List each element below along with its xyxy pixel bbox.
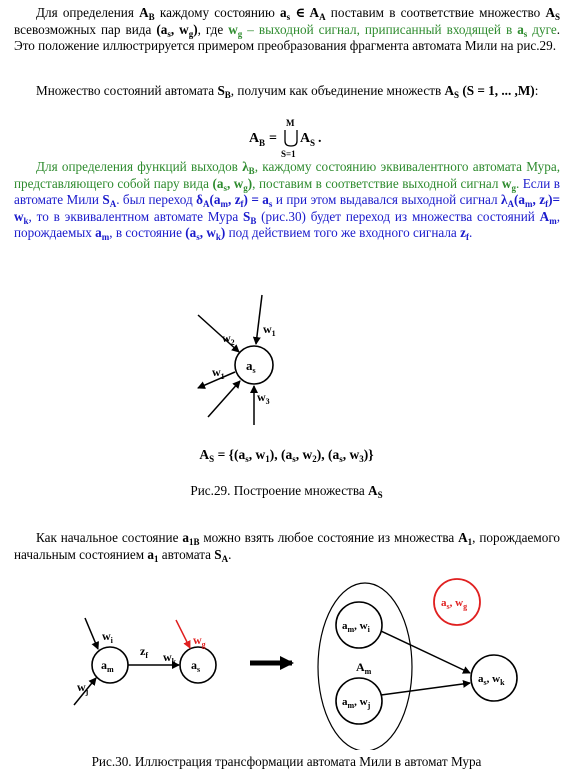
fig29-node-label: $a_s$: [246, 358, 256, 375]
formula-lhs: A: [249, 131, 260, 146]
svg-text:A: A: [300, 131, 311, 146]
paragraph-2: Множество состояний автомата $S_B$, получим как объединение множеств $A_S$ (S = 1, ... ,M):: [36, 83, 539, 100]
svg-text:am, wi: $a_m$, $w_i$: [342, 620, 370, 634]
formula-lower: S=1: [281, 149, 296, 159]
svg-text:.: .: [318, 131, 322, 146]
svg-text:as, wk: $a_s$, $w_k$: [478, 673, 505, 687]
paragraph-4: Как начальное состояние $a_{1B}$ можно взять любое состояние из множества $A_1$, порождаемого начальным состоянием $a_1$ автомата $S_A$.: [14, 530, 560, 564]
svg-text:=: =: [269, 131, 277, 146]
fig30-label-wi: $w_i$: [102, 629, 113, 645]
fig30-arc-wi: [85, 618, 98, 649]
fig30-label-zf: $z_f$: [140, 644, 148, 660]
fig30-diagram: [0, 575, 573, 750]
fig30-arc-top-to-target: [381, 631, 470, 673]
paragraph-3: Для определения функций выходов $\lambda_B$, каждому состоянию эквивалентного автомата Мура, представляющего собой пару вида ($a_s$, $w_g$), поставим в соответствие выходной сигнал $w_g$. Если в автомате Мили $S_A$. был переход $\delta_A(a_m$, $z_f) = a_s$ и при этом выдавался выходной сигнал $\lambda_A(a_m$, $z_f)= w_k$, то в эквивалентном автомате Мура $S_B$ (рис.30) будет переход из множества состояний $A_m$, порождаемых $a_m$, в состояние ($a_s$, $w_k$) под действием того же входного сигнала $z_f$.: [14, 159, 561, 243]
fig30-label-wj: $w_j$: [77, 680, 89, 696]
svg-text:am, wj: $a_m$, $w_j$: [342, 696, 371, 710]
fig29-state-node: [235, 346, 273, 384]
formula-upper: M: [286, 118, 295, 128]
fig29-arc-lower-left: [208, 381, 240, 417]
svg-text:as: $a_s$: [191, 658, 201, 674]
fig29-arc-w1-top: [256, 295, 262, 344]
fig29-label-w3: $w_3$: [257, 390, 270, 406]
fig30-set-label: $A_m$: [356, 660, 372, 676]
fig29-set-formula: $A_S = \{(a_s$, $w_1$), ($a_s$, $w_2$), ($a_s$, $w_3$)}: [199, 447, 374, 464]
svg-text:as, wg: $a_s$, $w_g$: [441, 597, 468, 611]
svg-text:am: $a_m$: [101, 658, 114, 674]
svg-text:S: S: [310, 138, 316, 148]
fig29-label-w2: $w_2$: [222, 331, 235, 347]
fig29-diagram: [0, 285, 573, 455]
fig30-label-wk: $w_k$: [163, 650, 177, 666]
svg-text:B: B: [259, 138, 266, 148]
fig29-caption: Рис.29. Построение множества $A_S$: [190, 483, 383, 500]
fig30-caption: Рис.30. Иллюстрация трансформации автомата Мили в автомат Мура: [91, 754, 482, 769]
fig29-label-w1-top: $w_1$: [263, 322, 276, 338]
fig30-arc-wg: [176, 620, 190, 648]
fig30-arc-bottom-to-target: [381, 683, 470, 695]
fig29-label-w1-left: $w_1$: [212, 365, 225, 381]
union-symbol: [285, 130, 297, 146]
paragraph-1: Для определения $A_B$ каждому состоянию $a_s$ ∈ $A_A$ поставим в соответствие множество $A_S$ всевозможных пар вида ($a_s$, $w_g$), где $w_g$ – выходной сигнал, приписанный входящей в $a_s$ дуге. Это положение иллюстрируется примером преобразования фрагмента автомата Мили на рис.29.: [14, 5, 561, 54]
fig30-label-wg: $w_g$: [193, 633, 206, 649]
